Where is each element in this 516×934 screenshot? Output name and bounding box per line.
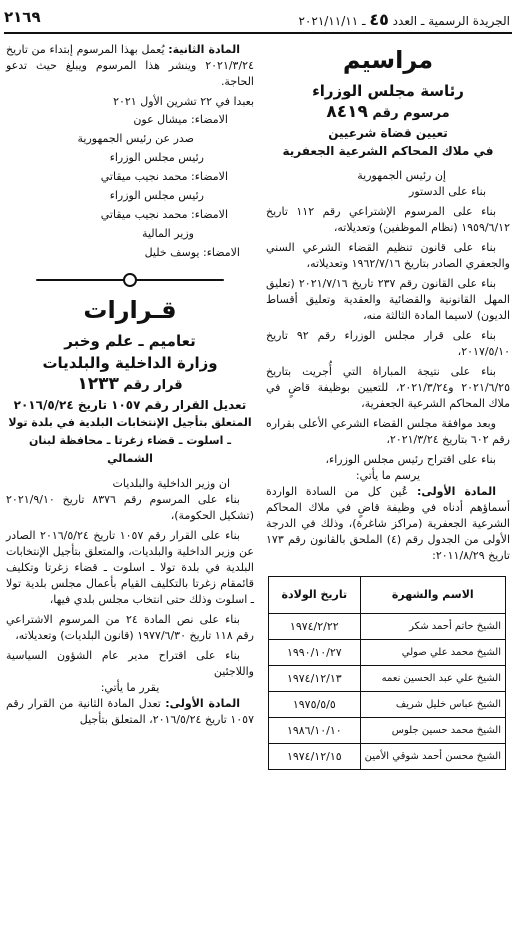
preamble-line: بناء على اقتراح رئيس مجلس الوزراء، — [325, 453, 496, 466]
preamble-line: بناء على قانون تنظيم القضاء الشرعي السني والجعفري الصادر بتاريخ ١٩٦٢/٧/١٦ وتعديلاته، — [266, 241, 510, 270]
signature-line: الامضاء: يوسف خليل — [144, 246, 240, 259]
decision-preamble-line: ان وزير الداخلية والبلديات — [112, 477, 230, 490]
gazette-title: الجريدة الرسمية ـ العدد — [392, 14, 510, 28]
decree-subject-1: تعيين قضاة شرعيين — [328, 126, 448, 140]
signature-line: الامضاء: محمد نجيب ميقاتي — [100, 170, 228, 183]
decision-subject: المتعلق بتأجيل الإنتخابات البلدية في بلدة تولا — [8, 416, 252, 429]
decision-preamble-line: بناء على اقتراح مدير عام الشؤون السياسية واللاجئين — [6, 649, 254, 678]
judge-name: الشيخ علي عبد الحسين نعمه — [360, 666, 505, 692]
article-2-lead: المادة الثانية: — [168, 43, 240, 56]
decision-article-1-text: تعدل المادة الثانية من القرار رقم ١٠٥٧ تاريخ ٢٠١٦/٥/٢٤، المتعلق بتأجيل — [6, 697, 254, 726]
preamble-line: بناء على القانون رقم ٢٣٧ تاريخ ٢٠٢١/٧/١٦ (تعليق المهل القانونية والقضائية والعقدية وتعليق أقساط الديون) لاسيما المادة الثالثة منه، — [266, 277, 510, 322]
decision-number: ١٢٣٣ — [77, 374, 119, 394]
signature-line: صدر عن رئيس الجمهورية — [77, 132, 194, 145]
date-line: بعبدا في ٢٢ تشرين الأول ٢٠٢١ — [113, 95, 254, 108]
authority-heading: رئاسة مجلس الوزراء — [312, 82, 464, 100]
decrees-line: يرسم ما يأتي: — [355, 469, 421, 482]
decision-preamble-line: بناء على المرسوم رقم ٨٣٧٦ تاريخ ٢٠٢١/٩/١٠ (تشكيل الحكومة)، — [6, 493, 254, 522]
decree-number-heading — [266, 102, 510, 124]
decides-line: يقرر ما يأتي: — [100, 681, 160, 694]
judge-dob: ١٩٧٥/٥/٥ — [269, 692, 361, 718]
section-title-decisions: قـرارات — [83, 296, 177, 324]
judge-name: الشيخ حاتم أحمد شكر — [360, 614, 505, 640]
judge-name: الشيخ محمد حسين جلوس — [360, 718, 505, 744]
table-row — [269, 692, 506, 718]
section-title-decrees: مراسيم — [342, 46, 434, 74]
judge-dob: ١٩٧٤/٢/٢٢ — [269, 614, 361, 640]
judge-name: الشيخ محسن أحمد شوقي الأمين — [360, 744, 505, 770]
decision-number-heading — [6, 374, 254, 396]
decisions-subtitle: تعاميم ـ علم وخبر — [64, 332, 196, 350]
judge-dob: ١٩٩٠/١٠/٢٧ — [269, 640, 361, 666]
judge-name: الشيخ محمد علي صولي — [360, 640, 505, 666]
decision-preamble-line: بناء على نص المادة ٢٤ من المرسوم الاشتراعي رقم ١١٨ تاريخ ١٩٧٧/٦/٣٠ (قانون البلديات) وتعديلاته، — [6, 613, 254, 642]
decision-preamble-line: بناء على القرار رقم ١٠٥٧ تاريخ ٢٠١٦/٥/٢٤ الصادر عن وزير الداخلية والبلديات، والمتعلق بتأجيل الإنتخابات البلدية في بلدة تولا ـ اسلوت ـ قضاء زغرتا وتكليف قائمقام زغرتا بالتكليف القيام بأعمال مجلس بلدية تولا ـ اسلوت وذلك حتى انتخاب مجلس بلدي فيها، — [6, 529, 254, 606]
judges-table — [268, 576, 506, 770]
decision-subject: تعديل القرار رقم ١٠٥٧ تاريخ ٢٠١٦/٥/٢٤ — [13, 398, 247, 412]
page-header — [4, 6, 512, 32]
decision-article-1-lead: المادة الأولى: — [165, 697, 240, 710]
signature-line: وزير المالية — [142, 227, 194, 240]
decree-subject-2: في ملاك المحاكم الشرعية الجعفرية — [282, 144, 494, 158]
signature-line: الامضاء: ميشال عون — [133, 113, 228, 126]
judge-dob: ١٩٧٤/١٢/١٥ — [269, 744, 361, 770]
table-header-row — [269, 577, 506, 614]
decree-label: مرسوم رقم — [372, 106, 450, 121]
table-row — [269, 614, 506, 640]
signature-line: رئيس مجلس الوزراء — [109, 151, 204, 164]
column-header-name: الاسم والشهرة — [360, 577, 505, 614]
table-row — [269, 744, 506, 770]
preamble-line: بناء على نتيجة المباراة التي أُجريت بتاريخ ٢٠٢١/٦/٢٥ و٢٠٢١/٣/٢٤، للتعيين بوظيفة قاضٍ في ملاك المحاكم الشرعية الجعفرية، — [266, 365, 510, 410]
left-column — [6, 42, 254, 728]
preamble-line: بناء على المرسوم الإشتراعي رقم ١١٢ تاريخ ١٩٥٩/٦/١٢ (نظام الموظفين) وتعديلاته، — [266, 205, 510, 234]
article-1-lead: المادة الأولى: — [416, 485, 496, 498]
article-2-paragraph — [6, 42, 254, 90]
article-1-paragraph — [266, 484, 510, 564]
judge-dob: ١٩٧٤/١٢/١٣ — [269, 666, 361, 692]
judge-name: الشيخ عباس خليل شريف — [360, 692, 505, 718]
table-row — [269, 718, 506, 744]
decision-label: قرار رقم — [123, 378, 183, 393]
header-rule — [4, 32, 512, 34]
signature-line: رئيس مجلس الوزراء — [109, 189, 204, 202]
page-number: ٢١٦٩ — [4, 8, 41, 26]
right-column — [266, 42, 510, 770]
gazette-running-title — [298, 10, 510, 29]
decree-number: ٨٤١٩ — [326, 102, 368, 122]
issue-number: ٤٥ — [369, 10, 389, 29]
table-row — [269, 640, 506, 666]
issue-date: ـ ٢٠٢١/١١/١١ — [298, 14, 366, 28]
decision-subject: ـ اسلوت ـ قضاء زغرتا ـ محافظة لبنان الشمالي — [29, 434, 231, 465]
ornament-divider — [6, 268, 254, 292]
column-header-dob: تاريخ الولادة — [269, 577, 361, 614]
signature-line: الامضاء: محمد نجيب ميقاتي — [100, 208, 228, 221]
preamble-line: وبعد موافقة مجلس القضاء الشرعي الأعلى بقراره رقم ٦٠٢ بتاريخ ٢٠٢١/٣/٢٤، — [266, 417, 510, 446]
preamble-line: بناء على قرار مجلس الوزراء رقم ٩٢ تاريخ ٢٠١٧/٥/١٠، — [266, 329, 510, 358]
article-1-text: عُين كل من السادة الواردة أسماؤهم أدناه في وظيفة قاضٍ في ملاك المحاكم الشرعية الجعفرية (مراكز شاغرة)، وذلك في الدرجة الأولى من الجدول رقم (٤) الملحق بالقانون رقم ١٧٣ تاريخ ٢٠١١/٨/٢٩: — [266, 485, 511, 562]
decision-article-1 — [6, 696, 254, 728]
article-2-text: يُعمل بهذا المرسوم إبتداء من تاريخ ٢٠٢١/٣/٢٤ وينشر هذا المرسوم ويبلغ حيث تدعو الحاجة. — [6, 43, 254, 88]
ministry-heading: وزارة الداخلية والبلديات — [42, 354, 218, 372]
table-row — [269, 666, 506, 692]
preamble-line: بناء على الدستور — [409, 185, 486, 198]
judge-dob: ١٩٨٦/١٠/١٠ — [269, 718, 361, 744]
preamble-line: إن رئيس الجمهورية — [357, 169, 446, 182]
